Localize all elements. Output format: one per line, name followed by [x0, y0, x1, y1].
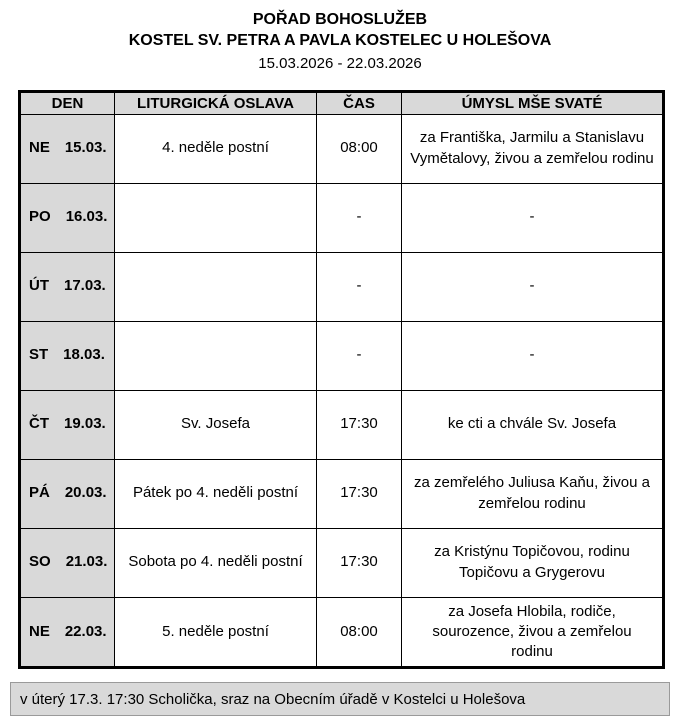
oslava-cell: Pátek po 4. neděli postní	[115, 459, 317, 528]
oslava-cell: 4. neděle postní	[115, 114, 317, 183]
table-row	[20, 114, 664, 183]
date-label: 18.03.	[63, 346, 105, 364]
day-label: PO	[29, 208, 51, 226]
cas-cell: -	[317, 321, 402, 390]
day-label: ST	[29, 346, 49, 364]
umysl-cell: za Františka, Jarmilu a Stanislavu Vymětalovy, živou a zemřelou rodinu	[402, 114, 664, 183]
table-header	[20, 91, 664, 114]
col-header-umysl: ÚMYSL MŠE SVATÉ	[402, 91, 664, 114]
den-cell	[20, 183, 115, 252]
date-label: 17.03.	[64, 277, 106, 295]
den-inner	[29, 276, 106, 296]
umysl-cell: za Josefa Hlobila, rodiče, sourozence, živou a zemřelou rodinu	[402, 597, 664, 668]
umysl-cell: za zemřelého Juliusa Kaňu, živou a zemřelou rodinu	[402, 459, 664, 528]
den-inner	[29, 552, 106, 572]
cas-cell: 17:30	[317, 528, 402, 597]
day-label: NE	[29, 139, 50, 157]
date-range: 15.03.2026 - 22.03.2026	[258, 54, 422, 72]
umysl-cell: -	[402, 321, 664, 390]
day-label: ČT	[29, 415, 49, 433]
table-body	[20, 114, 664, 668]
den-cell	[20, 390, 115, 459]
den-cell	[20, 114, 115, 183]
day-label: NE	[29, 622, 50, 640]
cas-cell: -	[317, 252, 402, 321]
cas-cell: 08:00	[317, 597, 402, 668]
den-inner	[29, 414, 106, 434]
den-cell	[20, 597, 115, 668]
oslava-cell: 5. neděle postní	[115, 597, 317, 668]
table-row	[20, 390, 664, 459]
footer-note-text: v úterý 17.3. 17:30 Scholička, sraz na Obecním úřadě v Kostelci u Holešova	[20, 690, 526, 708]
table-row	[20, 459, 664, 528]
cas-cell: 17:30	[317, 390, 402, 459]
date-label: 21.03.	[65, 553, 108, 571]
oslava-cell	[115, 321, 317, 390]
day-label: ÚT	[29, 277, 49, 295]
umysl-cell: ke cti a chvále Sv. Josefa	[402, 390, 664, 459]
date-label: 22.03.	[64, 622, 107, 640]
table-row	[20, 597, 664, 668]
den-inner	[29, 622, 106, 642]
page-subtitle: KOSTEL SV. PETRA A PAVLA KOSTELEC U HOLEŠOVA	[128, 31, 552, 49]
footer-note-bar	[10, 682, 670, 716]
page-title: POŘAD BOHOSLUŽEB	[252, 11, 428, 28]
col-header-den: DEN	[20, 91, 115, 114]
day-label: SO	[29, 553, 51, 571]
cas-cell: -	[317, 183, 402, 252]
oslava-cell: Sobota po 4. neděli postní	[115, 528, 317, 597]
oslava-cell	[115, 252, 317, 321]
day-label: PÁ	[29, 484, 50, 502]
den-inner	[29, 138, 106, 158]
den-inner	[29, 207, 106, 227]
den-inner	[29, 483, 106, 503]
header-row	[20, 91, 664, 114]
date-label: 20.03.	[64, 484, 107, 502]
den-cell	[20, 252, 115, 321]
date-label: 19.03.	[64, 415, 106, 433]
cas-cell: 08:00	[317, 114, 402, 183]
schedule-table	[18, 90, 665, 670]
table-row	[20, 183, 664, 252]
den-cell	[20, 528, 115, 597]
table-row	[20, 528, 664, 597]
den-inner	[29, 345, 106, 365]
table-row	[20, 252, 664, 321]
umysl-cell: -	[402, 252, 664, 321]
date-label: 15.03.	[64, 139, 107, 157]
oslava-cell: Sv. Josefa	[115, 390, 317, 459]
oslava-cell	[115, 183, 317, 252]
den-cell	[20, 321, 115, 390]
cas-cell: 17:30	[317, 459, 402, 528]
table-row	[20, 321, 664, 390]
col-header-oslava: LITURGICKÁ OSLAVA	[115, 91, 317, 114]
col-header-cas: ČAS	[317, 91, 402, 114]
umysl-cell: -	[402, 183, 664, 252]
date-label: 16.03.	[65, 208, 108, 226]
umysl-cell: za Kristýnu Topičovou, rodinu Topičovu a Grygerovu	[402, 528, 664, 597]
den-cell	[20, 459, 115, 528]
document-header	[18, 10, 662, 72]
